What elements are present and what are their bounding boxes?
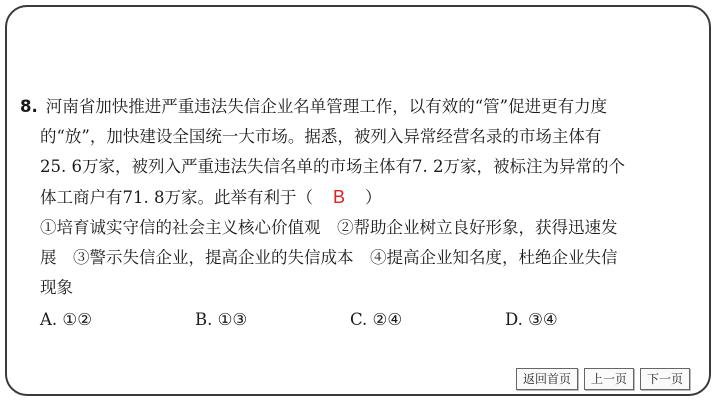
choices-row bbox=[20, 305, 680, 335]
question-line-2: 的“放”，加快建设全国统一大市场。据悉，被列入异常经营名录的市场主体有 bbox=[40, 127, 602, 146]
question-stem-text: 河南省加快推进严重违法失信企业名单管理工作，以有效的“管”促进更有力度 bbox=[45, 97, 608, 116]
answer-text: B bbox=[332, 187, 345, 207]
question-line-1 bbox=[20, 92, 680, 122]
question-line-4 bbox=[20, 182, 680, 213]
choice-a: A. ①② bbox=[40, 310, 92, 329]
statement-line-2: 展 ③警示失信企业，提高企业的失信成本 ④提高企业知名度，杜绝企业失信 bbox=[40, 248, 618, 267]
nav-buttons bbox=[516, 368, 690, 390]
question-stem-end: 体工商户有71. 8万家。此举有利于（ bbox=[40, 188, 313, 207]
statement-line-1: ①培育诚实守信的社会主义核心价值观 ②帮助企业树立良好形象，获得迅速发 bbox=[40, 218, 618, 237]
question-number: 8. bbox=[20, 97, 38, 116]
answer-blank bbox=[313, 182, 365, 213]
choice-c: C. ②④ bbox=[350, 310, 403, 329]
choice-b: B. ①③ bbox=[195, 310, 248, 329]
closing-paren: ） bbox=[364, 188, 382, 207]
statement-line-3: 现象 bbox=[40, 278, 73, 297]
choice-d: D. ③④ bbox=[505, 310, 558, 329]
home-button[interactable]: 返回首页 bbox=[516, 368, 578, 390]
prev-page-button[interactable]: 上一页 bbox=[584, 368, 634, 390]
question-line-3: 25. 6万家，被列入严重违法失信名单的市场主体有7. 2万家，被标注为异常的个 bbox=[40, 157, 625, 176]
question-block bbox=[20, 92, 680, 335]
next-page-button[interactable]: 下一页 bbox=[640, 368, 690, 390]
